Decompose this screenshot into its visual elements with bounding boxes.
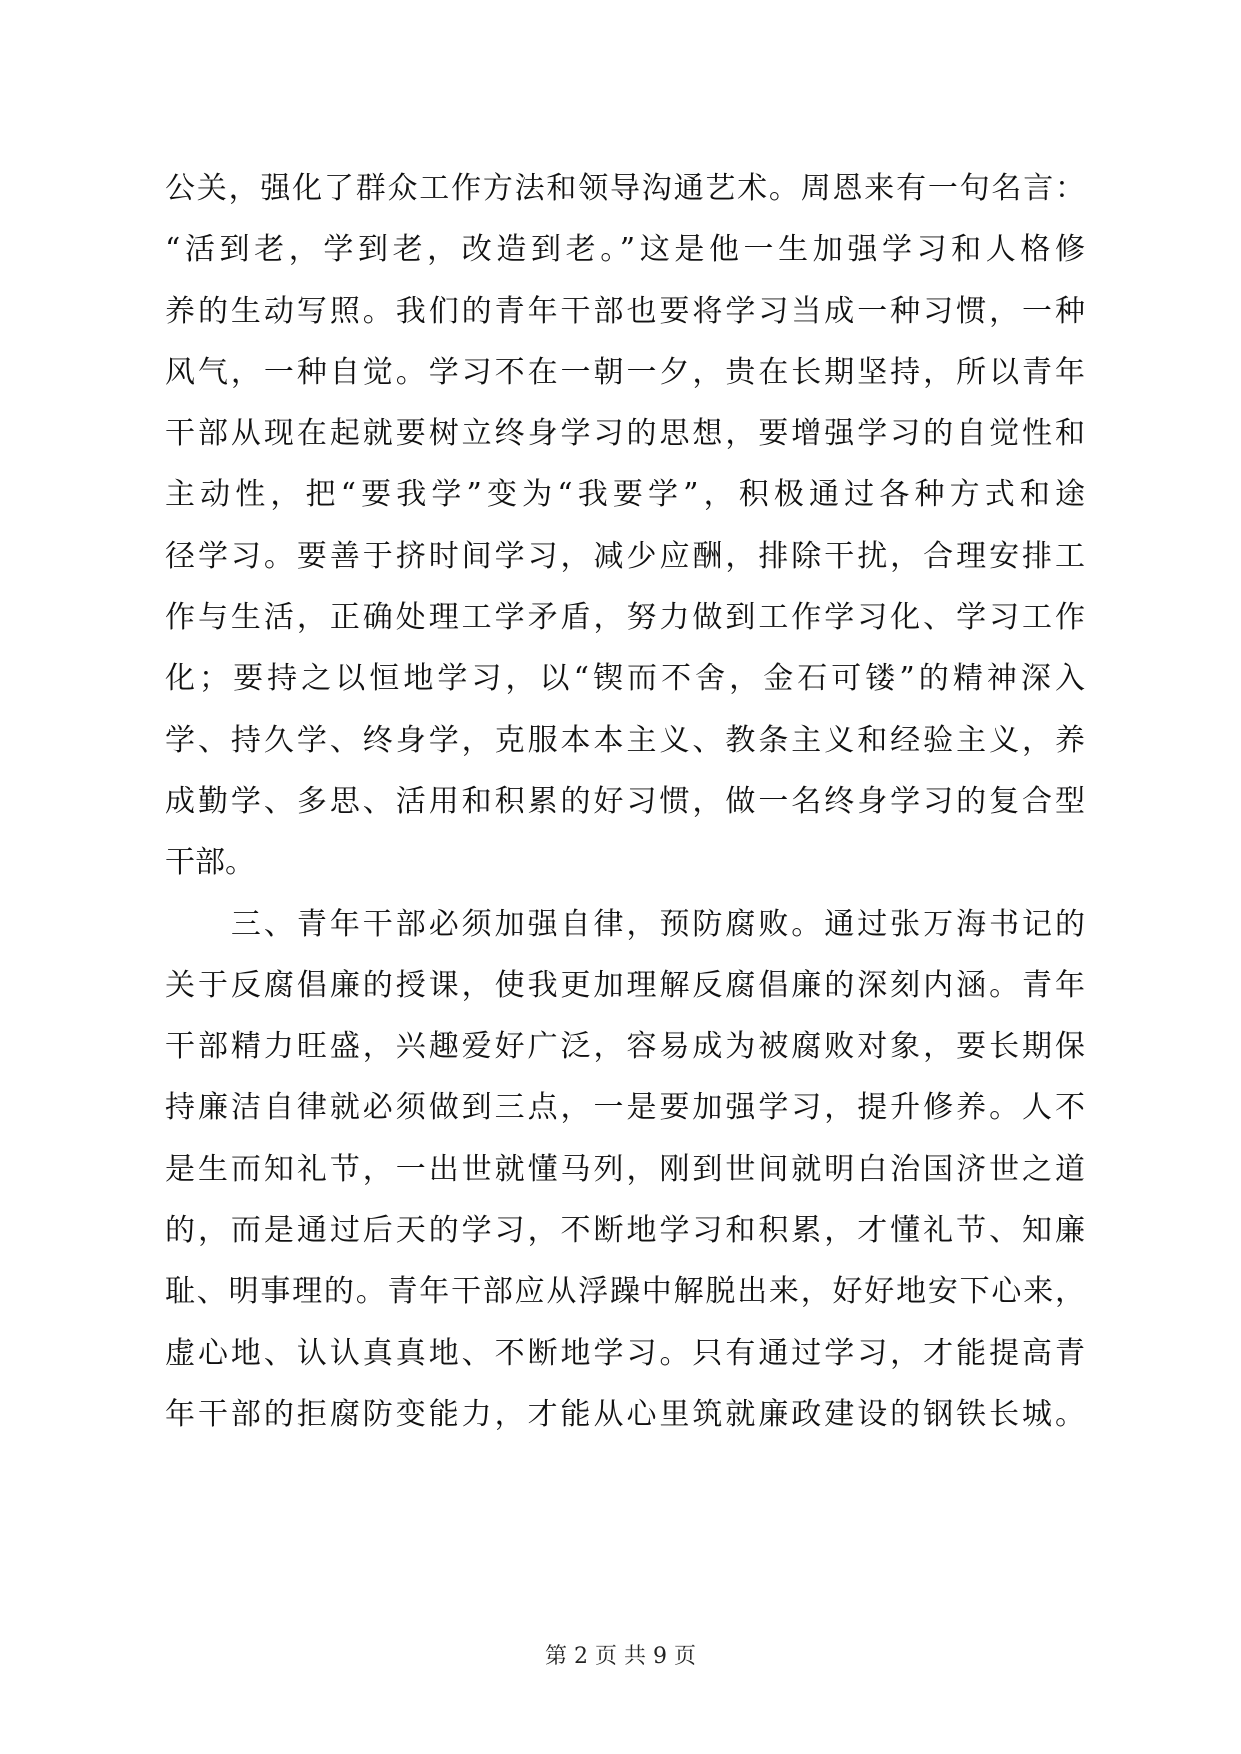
text-line: 干部。 — [165, 845, 255, 881]
text-line: 主动性，把“要我学”变为“我要学”，积极通过各种方式和途 — [165, 477, 1085, 513]
text-line: 虚心地、认认真真地、不断地学习。只有通过学习，才能提高青 — [165, 1335, 1085, 1371]
text-line: 三、青年干部必须加强自律，预防腐败。通过张万海书记的 — [165, 906, 1085, 942]
text-line: 化；要持之以恒地学习，以“锲而不舍，金石可镂”的精神深入 — [165, 661, 1085, 697]
text-line: 的，而是通过后天的学习，不断地学习和积累，才懂礼节、知廉 — [165, 1213, 1085, 1249]
text-line: 径学习。要善于挤时间学习，减少应酬，排除干扰，合理安排工 — [165, 538, 1085, 574]
text-line: “活到老，学到老，改造到老。”这是他一生加强学习和人格修 — [165, 232, 1085, 268]
text-line: 作与生活，正确处理工学矛盾，努力做到工作学习化、学习工作 — [165, 600, 1085, 636]
page-number-footer: 第 2 页 共 9 页 — [545, 1644, 696, 1669]
text-line: 是生而知礼节，一出世就懂马列，刚到世间就明白治国济世之道 — [165, 1151, 1085, 1187]
text-line: 成勤学、多思、活用和积累的好习惯，做一名终身学习的复合型 — [165, 783, 1085, 819]
text-line: 学、持久学、终身学，克服本本主义、教条主义和经验主义，养 — [165, 722, 1085, 758]
text-line: 干部精力旺盛，兴趣爱好广泛，容易成为被腐败对象，要长期保 — [165, 1029, 1085, 1065]
text-line: 公关，强化了群众工作方法和领导沟通艺术。周恩来有一句名言： — [165, 171, 1085, 206]
text-line: 关于反腐倡廉的授课，使我更加理解反腐倡廉的深刻内涵。青年 — [165, 967, 1085, 1003]
text-line: 养的生动写照。我们的青年干部也要将学习当成一种习惯，一种 — [165, 293, 1085, 329]
text-line: 持廉洁自律就必须做到三点，一是要加强学习，提升修养。人不 — [165, 1090, 1085, 1126]
text-line: 耻、明事理的。青年干部应从浮躁中解脱出来，好好地安下心来， — [165, 1274, 1085, 1310]
text-line: 风气，一种自觉。学习不在一朝一夕，贵在长期坚持，所以青年 — [165, 354, 1085, 390]
text-line: 干部从现在起就要树立终身学习的思想，要增强学习的自觉性和 — [165, 416, 1085, 452]
document-body — [165, 158, 1085, 1445]
text-line: 年干部的拒腐防变能力，才能从心里筑就廉政建设的钢铁长城。 — [165, 1396, 1085, 1432]
